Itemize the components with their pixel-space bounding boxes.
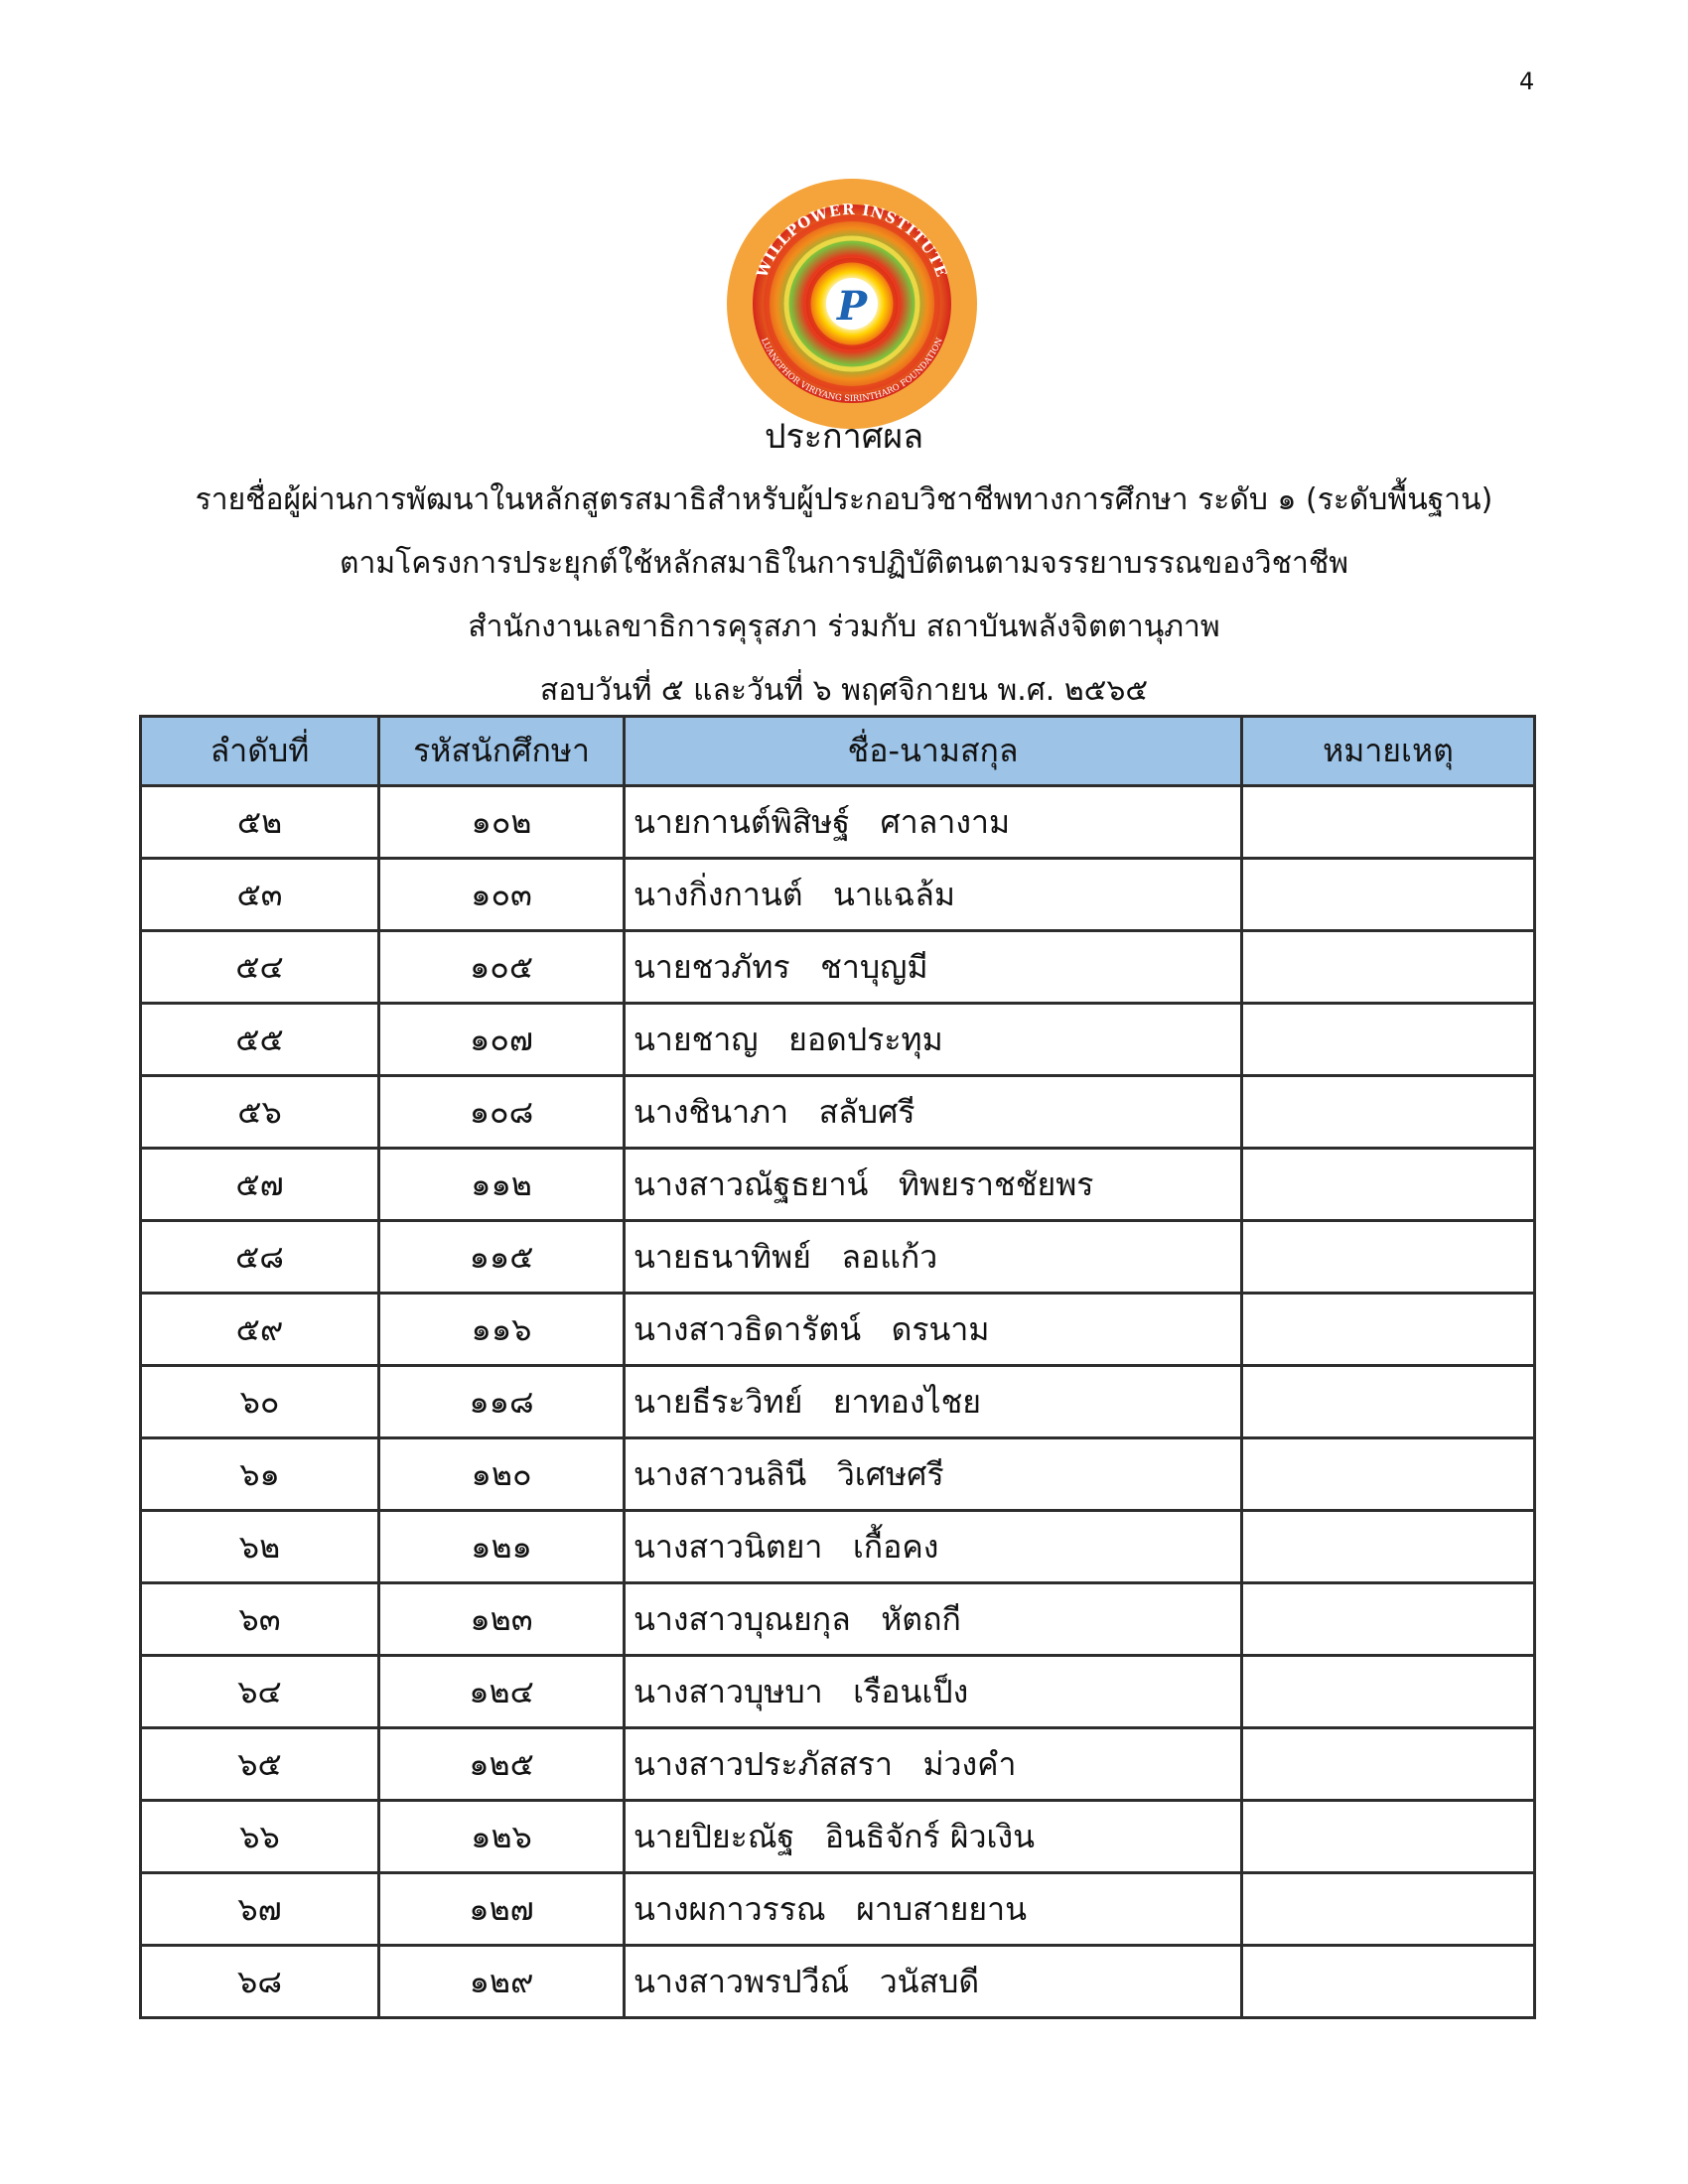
table-row (141, 1438, 1535, 1511)
full-name-cell: นางชินาภา สลับศรี (625, 1076, 1242, 1149)
remark-cell (1242, 1656, 1535, 1728)
table-row (141, 1656, 1535, 1728)
table-row (141, 1221, 1535, 1294)
table-row (141, 1801, 1535, 1873)
table-row (141, 931, 1535, 1004)
remark-cell (1242, 1583, 1535, 1656)
svg-text:LUANGPHOR VIRIYANG SIRINTHARO: LUANGPHOR VIRIYANG SIRINTHARO FOUNDATION (758, 336, 946, 405)
full-name-cell: นางสาวนิตยา เกื้อคง (625, 1511, 1242, 1583)
order-cell: ๖๑ (141, 1438, 379, 1511)
remark-cell (1242, 1221, 1535, 1294)
remark-cell (1242, 859, 1535, 931)
student-id-cell: ๑๐๒ (379, 786, 625, 859)
student-id-cell: ๑๒๔ (379, 1656, 625, 1728)
heading-line-project: ตามโครงการประยุกต์ใช้หลักสมาธิในการปฏิบัติตนตามจรรยาบรรณของวิชาชีพ (339, 546, 1348, 581)
full-name-cell: นางสาวบุณยกุล หัตถกี (625, 1583, 1242, 1656)
table-row (141, 859, 1535, 931)
remark-cell (1242, 1294, 1535, 1366)
full-name-cell: นายชวภัทร ชาบุญมี (625, 931, 1242, 1004)
student-id-cell: ๑๒๓ (379, 1583, 625, 1656)
order-cell: ๕๙ (141, 1294, 379, 1366)
full-name-cell: นายธนาทิพย์ ลอแก้ว (625, 1221, 1242, 1294)
full-name-cell: นายธีระวิทย์ ยาทองไชย (625, 1366, 1242, 1438)
student-id-cell: ๑๐๓ (379, 859, 625, 931)
table-row (141, 1076, 1535, 1149)
student-id-cell: ๑๒๖ (379, 1801, 625, 1873)
remark-cell (1242, 1946, 1535, 2018)
full-name-cell: นางสาวนลินี วิเศษศรี (625, 1438, 1242, 1511)
student-id-cell: ๑๒๐ (379, 1438, 625, 1511)
column-header-student-id: รหัสนักศึกษา (379, 717, 625, 786)
order-cell: ๕๖ (141, 1076, 379, 1149)
table-row (141, 1511, 1535, 1583)
student-id-cell: ๑๑๘ (379, 1366, 625, 1438)
order-cell: ๖๕ (141, 1728, 379, 1801)
student-id-cell: ๑๑๕ (379, 1221, 625, 1294)
svg-text:WILLPOWER INSTITUTE: WILLPOWER INSTITUTE (753, 200, 951, 281)
column-header-order: ลำดับที่ (141, 717, 379, 786)
remark-cell (1242, 1438, 1535, 1511)
remark-cell (1242, 1801, 1535, 1873)
heading-line-exam-date: สอบวันที่ ๕ และวันที่ ๖ พฤศจิกายน พ.ศ. ๒๕๖๕ (539, 673, 1149, 708)
remark-cell (1242, 1076, 1535, 1149)
order-cell: ๕๕ (141, 1004, 379, 1076)
order-cell: ๖๓ (141, 1583, 379, 1656)
student-id-cell: ๑๐๗ (379, 1004, 625, 1076)
table-row (141, 1728, 1535, 1801)
order-cell: ๖๔ (141, 1656, 379, 1728)
order-cell: ๖๐ (141, 1366, 379, 1438)
table-row (141, 1294, 1535, 1366)
remark-cell (1242, 1873, 1535, 1946)
order-cell: ๕๓ (141, 859, 379, 931)
order-cell: ๖๘ (141, 1946, 379, 2018)
table-row (141, 786, 1535, 859)
full-name-cell: นางสาวณัฐธยาน์ ทิพยราชชัยพร (625, 1149, 1242, 1221)
student-id-cell: ๑๐๕ (379, 931, 625, 1004)
order-cell: ๕๗ (141, 1149, 379, 1221)
full-name-cell: นางผกาวรรณ ผาบสายยาน (625, 1873, 1242, 1946)
column-header-full-name: ชื่อ-นามสกุล (625, 717, 1242, 786)
heading-line-course: รายชื่อผู้ผ่านการพัฒนาในหลักสูตรสมาธิสำหรับผู้ประกอบวิชาชีพทางการศึกษา ระดับ ๑ (ระดับพื้นฐาน) (195, 482, 1493, 517)
table-row (141, 1583, 1535, 1656)
remark-cell (1242, 931, 1535, 1004)
student-id-cell: ๑๒๕ (379, 1728, 625, 1801)
announcement-heading (0, 405, 1688, 723)
column-header-remark: หมายเหตุ (1242, 717, 1535, 786)
institute-logo (725, 177, 979, 431)
student-id-cell: ๑๐๘ (379, 1076, 625, 1149)
table-row (141, 1873, 1535, 1946)
full-name-cell: นายปิยะณัฐ อินธิจักร์ ผิวเงิน (625, 1801, 1242, 1873)
page-number: 4 (1519, 68, 1535, 95)
full-name-cell: นางสาวพรปวีณ์ วนัสบดี (625, 1946, 1242, 2018)
student-id-cell: ๑๒๗ (379, 1873, 625, 1946)
svg-text:P: P (836, 283, 868, 330)
heading-line-organizers: สำนักงานเลขาธิการคุรุสภา ร่วมกับ สถาบันพลังจิตตานุภาพ (468, 610, 1220, 644)
order-cell: ๖๗ (141, 1873, 379, 1946)
table-row (141, 1004, 1535, 1076)
remark-cell (1242, 1728, 1535, 1801)
full-name-cell: นางกิ่งกานต์ นาแฉล้ม (625, 859, 1242, 931)
student-id-cell: ๑๑๒ (379, 1149, 625, 1221)
order-cell: ๖๒ (141, 1511, 379, 1583)
full-name-cell: นางสาวธิดารัตน์ ดรนาม (625, 1294, 1242, 1366)
remark-cell (1242, 1511, 1535, 1583)
remark-cell (1242, 786, 1535, 859)
full-name-cell: นายชาญ ยอดประทุม (625, 1004, 1242, 1076)
table-row (141, 1946, 1535, 2018)
order-cell: ๖๖ (141, 1801, 379, 1873)
announcement-title: ประกาศผล (764, 417, 924, 457)
full-name-cell: นางสาวประภัสสรา ม่วงคำ (625, 1728, 1242, 1801)
order-cell: ๕๔ (141, 931, 379, 1004)
student-id-cell: ๑๒๑ (379, 1511, 625, 1583)
order-cell: ๕๘ (141, 1221, 379, 1294)
table-header-row (141, 717, 1535, 786)
table-row (141, 1366, 1535, 1438)
results-table (139, 715, 1536, 2019)
order-cell: ๕๒ (141, 786, 379, 859)
full-name-cell: นางสาวบุษบา เรือนเป็ง (625, 1656, 1242, 1728)
remark-cell (1242, 1149, 1535, 1221)
student-id-cell: ๑๑๖ (379, 1294, 625, 1366)
remark-cell (1242, 1004, 1535, 1076)
table-row (141, 1149, 1535, 1221)
full-name-cell: นายกานต์พิสิษฐ์ ศาลางาม (625, 786, 1242, 859)
remark-cell (1242, 1366, 1535, 1438)
student-id-cell: ๑๒๙ (379, 1946, 625, 2018)
